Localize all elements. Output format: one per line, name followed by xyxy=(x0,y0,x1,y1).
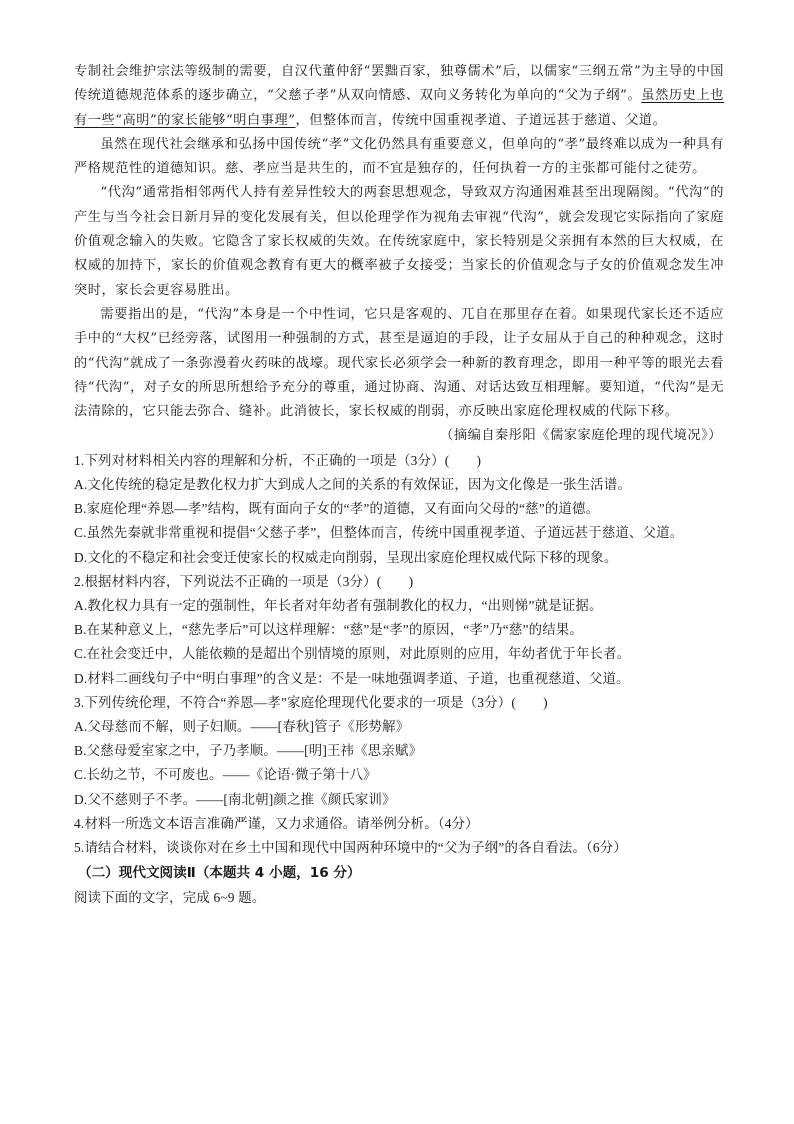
passage-paragraph-2: 虽然在现代社会继承和弘扬中国传统“孝”文化仍然具有重要意义，但单向的“孝”最终难以成为一种具有严格规范性的道德知识。慈、孝应当是共生的，而不宜是独存的，任何执着一方的主张都可能付之徒劳。 xyxy=(74,136,724,177)
question-1-option-c: C.虽然先秦就非常重视和提倡“父慈子孝”，但整体而言，传统中国重视孝道、子道远甚于慈道、父道。 xyxy=(74,525,684,541)
question-1-option-b: B.家庭伦理“养恩—孝”结构，既有面向子女的“孝”的道德，又有面向父母的“慈”的道德。 xyxy=(74,501,600,517)
passage-source: （摘编自秦彤阳《儒家家庭伦理的现代境况》） xyxy=(440,428,722,444)
question-3-stem: 3.下列传统伦理，不符合“养恩—孝”家庭伦理现代化要求的一项是（3分）( ) xyxy=(74,694,548,710)
question-list xyxy=(74,449,724,860)
question-2-option-a: A.教化权力具有一定的强制性，年长者对年幼者有强制教化的权力，“出则悌”就是证据。 xyxy=(74,597,603,613)
question-1-option-a: A.文化传统的稳定是教化权力扩大到成人之间的关系的有效保证，因为文化像是一张生活谱。 xyxy=(74,476,632,492)
underlined-sentence: 虽然历史上也有一些“高明”的家长能够“明白事理” xyxy=(74,88,724,128)
question-2-option-b: B.在某种意义上，“慈先孝后”可以这样理解：“慈”是“孝”的原因，“孝”乃“慈”的结果。 xyxy=(74,622,584,638)
section-heading: （二）现代文阅读Ⅱ（本题共 4 小题，16 分） xyxy=(78,865,361,882)
reading-passage xyxy=(74,60,724,449)
question-4-stem: 4.材料一所选文本语言准确严谨，又力求通俗。请举例分析。（4分） xyxy=(74,815,479,831)
question-1-option-d: D.文化的不稳定和社会变迁使家长的权威走向削弱，呈现出家庭伦理权威代际下移的现象。 xyxy=(74,549,618,565)
question-2-stem: 2.根据材料内容，下列说法不正确的一项是（3分）( ) xyxy=(74,573,414,589)
reading-instruction: 阅读下面的文字，完成 6~9 题。 xyxy=(74,890,266,906)
passage-paragraph-1 xyxy=(74,60,724,133)
question-2-option-d: D.材料二画线句子中“明白事理”的含义是：不是一味地强调孝道、子道，也重视慈道、父道。 xyxy=(74,670,630,686)
question-3-option-b: B.父慈母爱室家之中，子乃孝顺。——[明]王祎《思亲赋》 xyxy=(74,743,423,759)
passage-paragraph-4: 需要指出的是，“代沟”本身是一个中性词，它只是客观的、兀自在那里存在着。如果现代家长还不适应手中的“大权”已经旁落，试图用一种强制的方式，甚至是逼迫的手段，让子女屈从于自己的种种观念，这时的“代沟”就成了一条弥漫着火药味的战壕。现代家长必须学会一种新的教育理念，即用一种平等的眼光去看待“代沟”，对子女的所思所想给予充分的尊重，通过协商、沟通、对话达致互相理解。要知道，“代沟”是无法清除的，它只能去弥合、缝补。此消彼长，家长权威的削弱，亦反映出家庭伦理权威的代际下移。 xyxy=(74,306,724,420)
passage-paragraph-1-text-b: ，但整体而言，传统中国重视孝道、子道远甚于慈道、父道。 xyxy=(295,112,667,128)
passage-paragraph-1-text-a: 专制社会维护宗法等级制的需要，自汉代董仲舒“罢黜百家，独尊儒术”后，以儒家“三纲五常”为主导的中国传统道德规范体系的逐步确立，“父慈子孝”从双向情感、双向义务转化为单向的“父为子纲”。 xyxy=(74,64,724,104)
question-5-stem: 5.请结合材料，谈谈你对在乡土中国和现代中国两种环境中的“父为子纲”的各自看法。（6分） xyxy=(74,840,627,855)
instruction-block xyxy=(74,886,724,910)
question-1-stem: 1.下列对材料相关内容的理解和分析，不正确的一项是（3分）( ) xyxy=(74,452,482,468)
question-2-option-c: C.在社会变迁中，人能依赖的是超出个别情境的原则，对此原则的应用，年幼者优于年长者。 xyxy=(74,646,631,662)
passage-paragraph-3: “代沟”通常指相邻两代人持有差异性较大的两套思想观念，导致双方沟通困难甚至出现隔阂。“代沟”的产生与当今社会日新月异的变化发展有关，但以伦理学作为视角去审视“代沟”，就会发现它实际指向了家庭价值观念输入的失败。它隐含了家长权威的失效。在传统家庭中，家长特别是父亲拥有本然的巨大权威，在权威的加持下，家长的价值观念教育有更大的概率被子女接受；当家长的价值观念与子女的价值观念发生冲突时，家长会更容易胜出。 xyxy=(74,185,724,298)
question-3-option-a: A.父母慈而不解，则子妇顺。——[春秋]管子《形势解》 xyxy=(74,718,410,734)
question-3-option-c: C.长幼之节，不可废也。——《论语·微子第十八》 xyxy=(74,767,377,783)
question-3-option-d: D.父不慈则子不孝。——[南北朝]颜之推《颜氏家训》 xyxy=(74,791,396,807)
